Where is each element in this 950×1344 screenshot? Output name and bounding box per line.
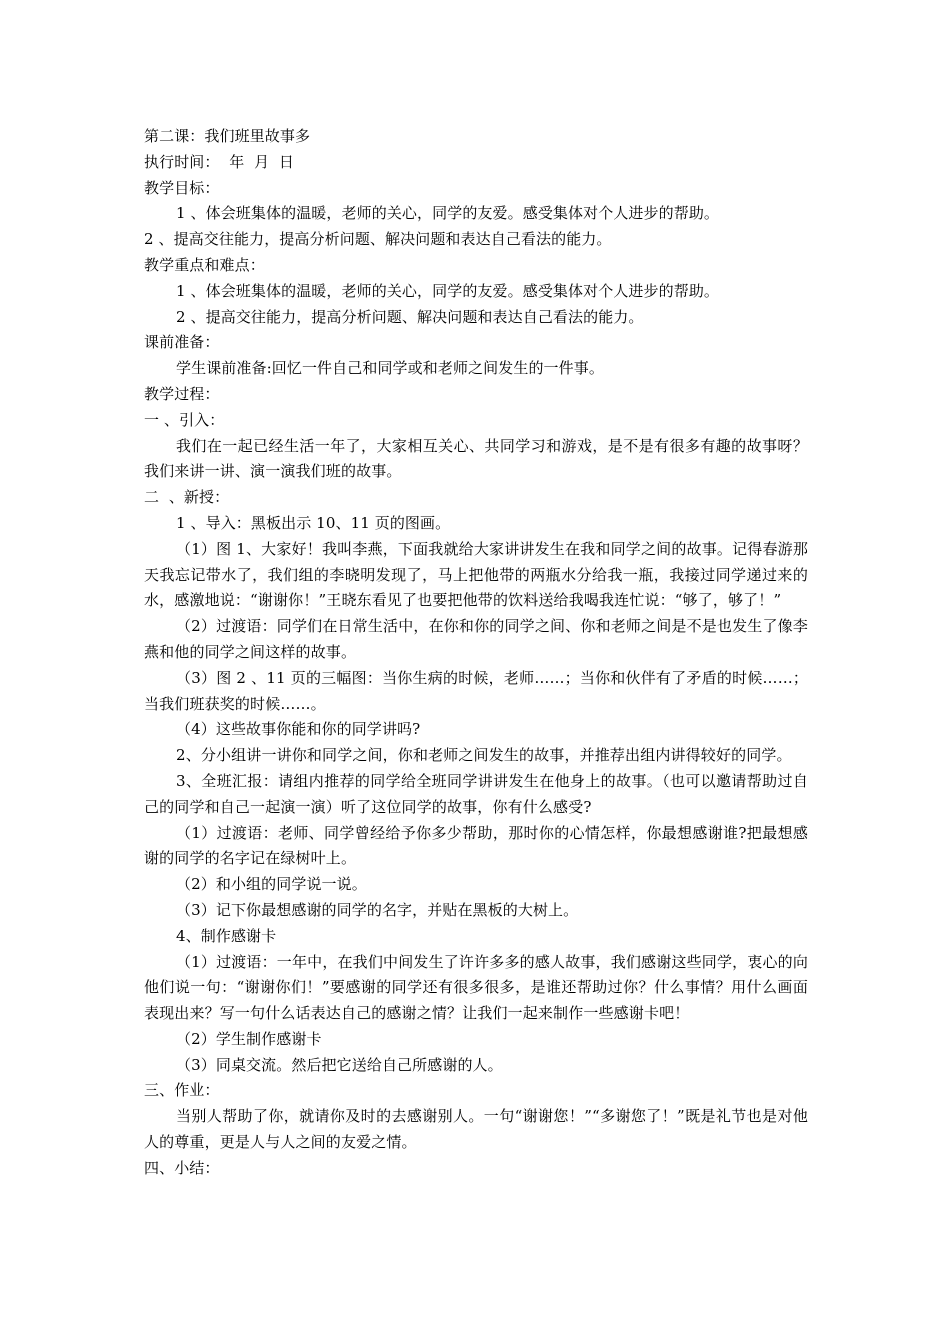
step-1-3: （3）图 2 、11 页的三幅图：当你生病的时候，老师……；当你和伙伴有了矛盾的时候……；当我们班获奖的时候……。 bbox=[144, 668, 808, 713]
step-3-2: （2）和小组的同学说一说。 bbox=[176, 875, 367, 894]
goal-item-1: 1 、体会班集体的温暖，老师的关心，同学的友爱。感受集体对个人进步的帮助。 bbox=[176, 204, 720, 223]
step-4-3: （3）同桌交流。然后把它送给自己所感谢的人。 bbox=[176, 1055, 503, 1074]
step-3: 3、全班汇报：请组内推荐的同学给全班同学讲讲发生在他身上的故事。（也可以邀请帮助过自己的同学和自己一起演一演）听了这位同学的故事，你有什么感受? bbox=[144, 771, 808, 816]
step-2: 2、分小组讲一讲你和同学之间，你和老师之间发生的故事，并推荐出组内讲得较好的同学。 bbox=[176, 746, 792, 765]
step-3-3: （3）记下你最想感谢的同学的名字，并贴在黑板的大树上。 bbox=[176, 900, 579, 919]
goals-heading: 教学目标： bbox=[144, 178, 220, 197]
step-1-4: （4）这些故事你能和你的同学讲吗? bbox=[176, 720, 421, 739]
prep-heading: 课前准备： bbox=[144, 333, 220, 352]
step-1-1: （1）图 1、大家好！我叫李燕，下面我就给大家讲讲发生在我和同学之间的故事。记得春游那天我忘记带水了，我们组的李晓明发现了，马上把他带的两瓶水分给我一瓶，我接过同学递过来的水，感激地说：“谢谢你！”王晓东看见了也要把他带的饮料送给我喝我连忙说：“够了，够了！” bbox=[144, 539, 808, 610]
homework-heading: 三、作业： bbox=[144, 1081, 220, 1100]
summary-heading: 四、小结： bbox=[144, 1158, 220, 1177]
keypoints-heading: 教学重点和难点： bbox=[144, 255, 265, 274]
step-1: 1 、导入：黑板出示 10、11 页的图画。 bbox=[176, 513, 451, 532]
step-3-1: （1）过渡语：老师、同学曾经给予你多少帮助，那时你的心情怎样，你最想感谢谁?把最想感谢的同学的名字记在绿树叶上。 bbox=[144, 823, 808, 868]
lesson-title: 第二课：我们班里故事多 bbox=[144, 127, 311, 145]
keypoint-item-2: 2 、提高交往能力，提高分析问题、解决问题和表达自己看法的能力。 bbox=[176, 307, 644, 326]
prep-text: 学生课前准备:回忆一件自己和同学或和老师之间发生的一件事。 bbox=[176, 359, 604, 378]
intro-heading: 一 、引入： bbox=[144, 410, 225, 429]
step-4-1: （1）过渡语：一年中，在我们中间发生了许许多多的感人故事，我们感谢这些同学，衷心的向他们说一句：“谢谢你们！”要感谢的同学还有很多很多，是谁还帮助过你？什么事情？用什么画面表现出来？写一句什么话表达自己的感谢之情？让我们一起来制作一些感谢卡吧！ bbox=[144, 952, 808, 1023]
step-4-2: （2）学生制作感谢卡 bbox=[176, 1029, 322, 1048]
lesson-plan-body bbox=[144, 124, 808, 1182]
new-lesson-heading: 二 、新授： bbox=[144, 488, 230, 507]
exec-time: 执行时间： 年 月 日 bbox=[144, 152, 295, 171]
step-4: 4、制作感谢卡 bbox=[176, 926, 277, 945]
process-heading: 教学过程： bbox=[144, 384, 220, 403]
homework-text: 当别人帮助了你，就请你及时的去感谢别人。一句“谢谢您！”“多谢您了！”既是礼节也是对他人的尊重，更是人与人之间的友爱之情。 bbox=[144, 1107, 808, 1152]
keypoint-item-1: 1 、体会班集体的温暖，老师的关心，同学的友爱。感受集体对个人进步的帮助。 bbox=[176, 281, 720, 300]
intro-text: 我们在一起已经生活一年了，大家相互关心、共同学习和游戏，是不是有很多有趣的故事呀？我们来讲一讲、演一演我们班的故事。 bbox=[144, 436, 808, 481]
goal-item-2: 2 、提高交往能力，提高分析问题、解决问题和表达自己看法的能力。 bbox=[144, 230, 612, 249]
step-1-2: （2）过渡语：同学们在日常生活中，在你和你的同学之间、你和老师之间是不是也发生了像李燕和他的同学之间这样的故事。 bbox=[144, 617, 808, 661]
